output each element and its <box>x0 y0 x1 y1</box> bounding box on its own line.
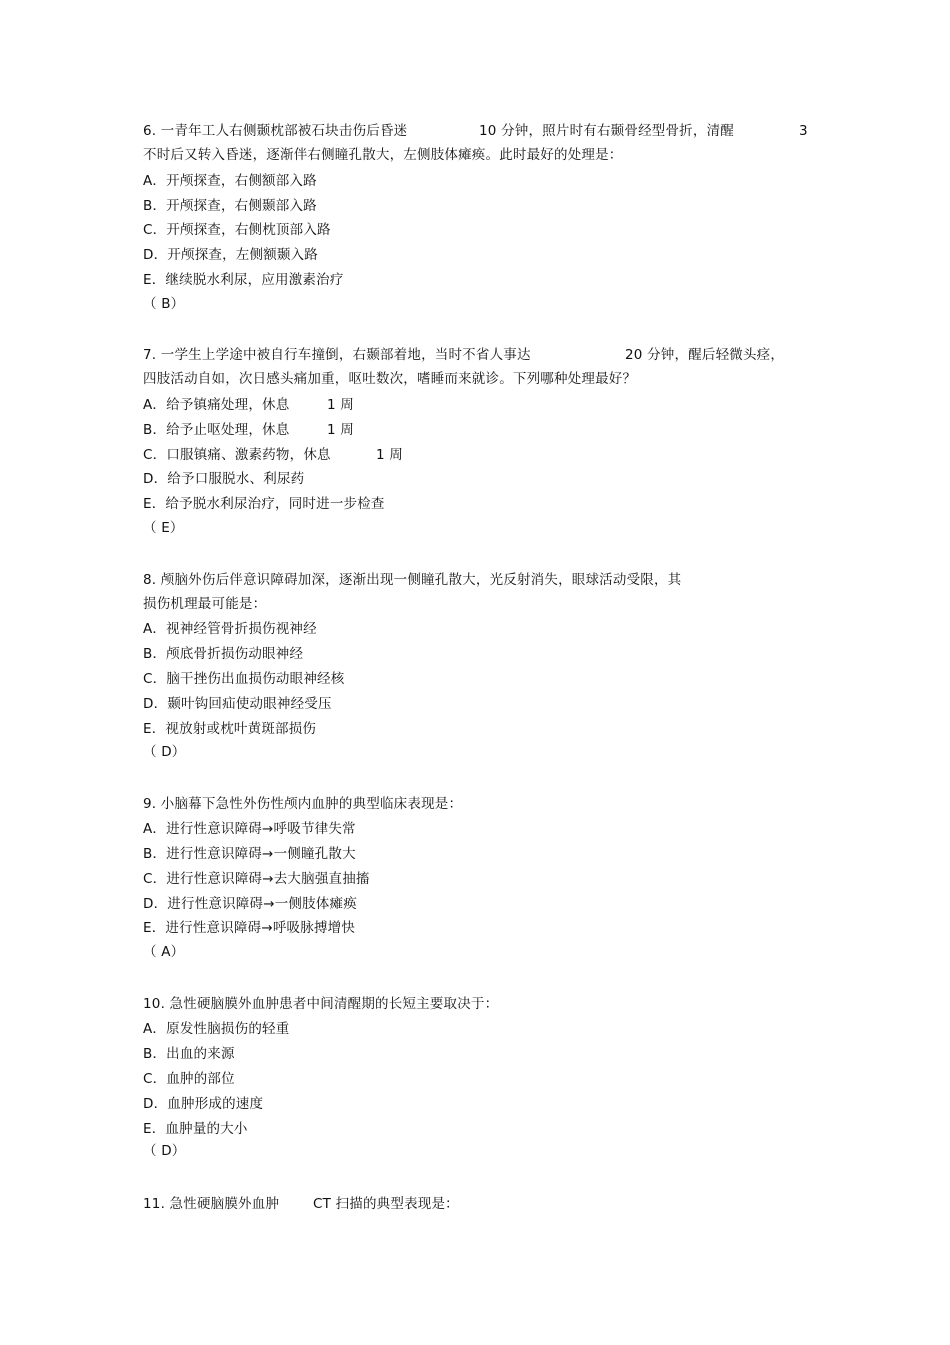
question-7-answer: （ E） <box>143 520 184 536</box>
question-6-stem-part-1: 6. 一青年工人右侧颞枕部被石块击伤后昏迷 <box>143 123 408 139</box>
question-6-option-d: D．开颅探查，左侧额颞入路 <box>143 247 318 263</box>
question-11-stem-part-1: 11. 急性硬脑膜外血肿 <box>143 1196 280 1212</box>
question-6-option-b: B．开颅探查，右侧颞部入路 <box>143 198 317 214</box>
question-10-option-b: B．出血的来源 <box>143 1046 235 1062</box>
question-7-option-c-duration: 1 周 <box>376 447 403 463</box>
question-6-answer: （ B） <box>143 296 185 312</box>
question-6-option-c: C．开颅探查，右侧枕顶部入路 <box>143 222 331 238</box>
question-9-stem: 9. 小脑幕下急性外伤性颅内血肿的典型临床表现是： <box>143 796 463 812</box>
question-7-option-e: E．给予脱水利尿治疗，同时进一步检查 <box>143 496 385 512</box>
question-11-stem-part-2: CT 扫描的典型表现是： <box>313 1196 459 1212</box>
question-10-option-c: C．血肿的部位 <box>143 1071 235 1087</box>
question-8-stem-line-1: 8. 颅脑外伤后伴意识障碍加深，逐渐出现一侧瞳孔散大，光反射消失，眼球活动受限，其 <box>143 572 682 588</box>
question-7-option-d: D．给予口服脱水、利尿药 <box>143 471 305 487</box>
question-10-option-d: D．血肿形成的速度 <box>143 1096 264 1112</box>
question-10-option-e: E．血肿量的大小 <box>143 1121 248 1137</box>
question-7-option-b-duration: 1 周 <box>327 422 354 438</box>
question-9-option-c: C．进行性意识障碍→去大脑强直抽搐 <box>143 871 370 887</box>
question-8-answer: （ D） <box>143 744 186 760</box>
question-8-option-c: C．脑干挫伤出血损伤动眼神经核 <box>143 671 345 687</box>
question-6-stem-part-3: 3 <box>799 123 808 139</box>
question-6-option-e: E．继续脱水利尿，应用激素治疗 <box>143 272 344 288</box>
question-6-stem-line-2: 不时后又转入昏迷，逐渐伴右侧瞳孔散大，左侧肢体瘫痪。此时最好的处理是： <box>143 147 623 163</box>
question-8-option-d: D．颞叶钩回疝使动眼神经受压 <box>143 696 332 712</box>
question-10-answer: （ D） <box>143 1143 186 1159</box>
question-7-stem-part-1: 7. 一学生上学途中被自行车撞倒，右颞部着地，当时不省人事达 <box>143 347 531 363</box>
question-10-stem: 10. 急性硬脑膜外血肿患者中间清醒期的长短主要取决于： <box>143 996 499 1012</box>
question-9-option-e: E．进行性意识障碍→呼吸脉搏增快 <box>143 920 356 936</box>
question-6-stem-part-2: 10 分钟，照片时有右颞骨经型骨折，清醒 <box>479 123 734 139</box>
question-8-stem-line-2: 损伤机理最可能是： <box>143 596 267 612</box>
question-9-option-d: D．进行性意识障碍→一侧肢体瘫痪 <box>143 896 357 912</box>
question-7-option-a-text: A．给予镇痛处理，休息 <box>143 397 290 413</box>
question-9-option-a: A．进行性意识障碍→呼吸节律失常 <box>143 821 356 837</box>
question-8-option-e: E．视放射或枕叶黄斑部损伤 <box>143 721 317 737</box>
question-8-option-b: B．颅底骨折损伤动眼神经 <box>143 646 304 662</box>
question-9-answer: （ A） <box>143 944 185 960</box>
question-7-option-c-text: C．口服镇痛、激素药物，休息 <box>143 447 331 463</box>
question-7-stem-part-2: 20 分钟，醒后轻微头痉， <box>625 347 785 363</box>
question-7-option-b-text: B．给予止呕处理，休息 <box>143 422 290 438</box>
question-7-option-a-duration: 1 周 <box>327 397 354 413</box>
question-9-option-b: B．进行性意识障碍→一侧瞳孔散大 <box>143 846 356 862</box>
question-6-option-a: A．开颅探查，右侧额部入路 <box>143 173 317 189</box>
question-7-stem-line-2: 四肢活动自如，次日感头痛加重，呕吐数次，嗜睡而来就诊。下列哪种处理最好？ <box>143 371 637 387</box>
question-8-option-a: A．视神经管骨折损伤视神经 <box>143 621 317 637</box>
question-10-option-a: A．原发性脑损伤的轻重 <box>143 1021 290 1037</box>
